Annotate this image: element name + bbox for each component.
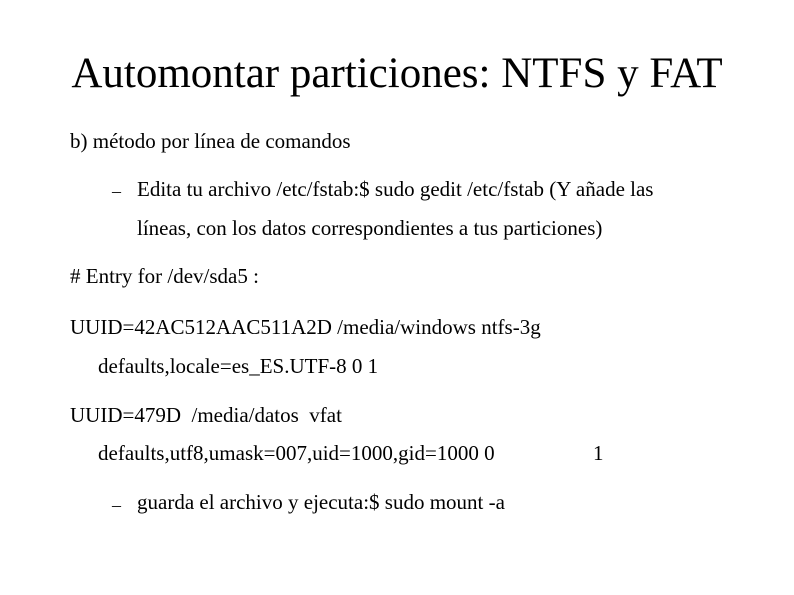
fstab-vfat-line-2: defaults,utf8,umask=007,uid=1000,gid=1000 0: [98, 441, 495, 465]
bullet-text-mount: guarda el archivo y ejecuta:$ sudo mount -a: [137, 490, 505, 514]
slide-title: Automontar particiones: NTFS y FAT: [71, 50, 723, 97]
fstab-vfat-pass-value: 1: [593, 441, 604, 465]
fstab-ntfs-line-2: defaults,locale=es_ES.UTF-8 0 1: [98, 354, 379, 378]
bullet-text-line-1: Edita tu archivo /etc/fstab:$ sudo gedit /etc/fstab (Y añade las: [137, 177, 654, 201]
fstab-vfat-line-1: UUID=479D /media/datos vfat: [70, 403, 342, 427]
bullet-marker: –: [112, 181, 121, 201]
bullet-marker: –: [112, 495, 121, 515]
bullet-text-line-2: líneas, con los datos correspondientes a tus particiones): [137, 216, 603, 240]
entry-comment: # Entry for /dev/sda5 :: [70, 264, 259, 288]
subheading: b) método por línea de comandos: [70, 129, 351, 153]
fstab-ntfs-line-1: UUID=42AC512AAC511A2D /media/windows ntfs-3g: [70, 315, 541, 339]
